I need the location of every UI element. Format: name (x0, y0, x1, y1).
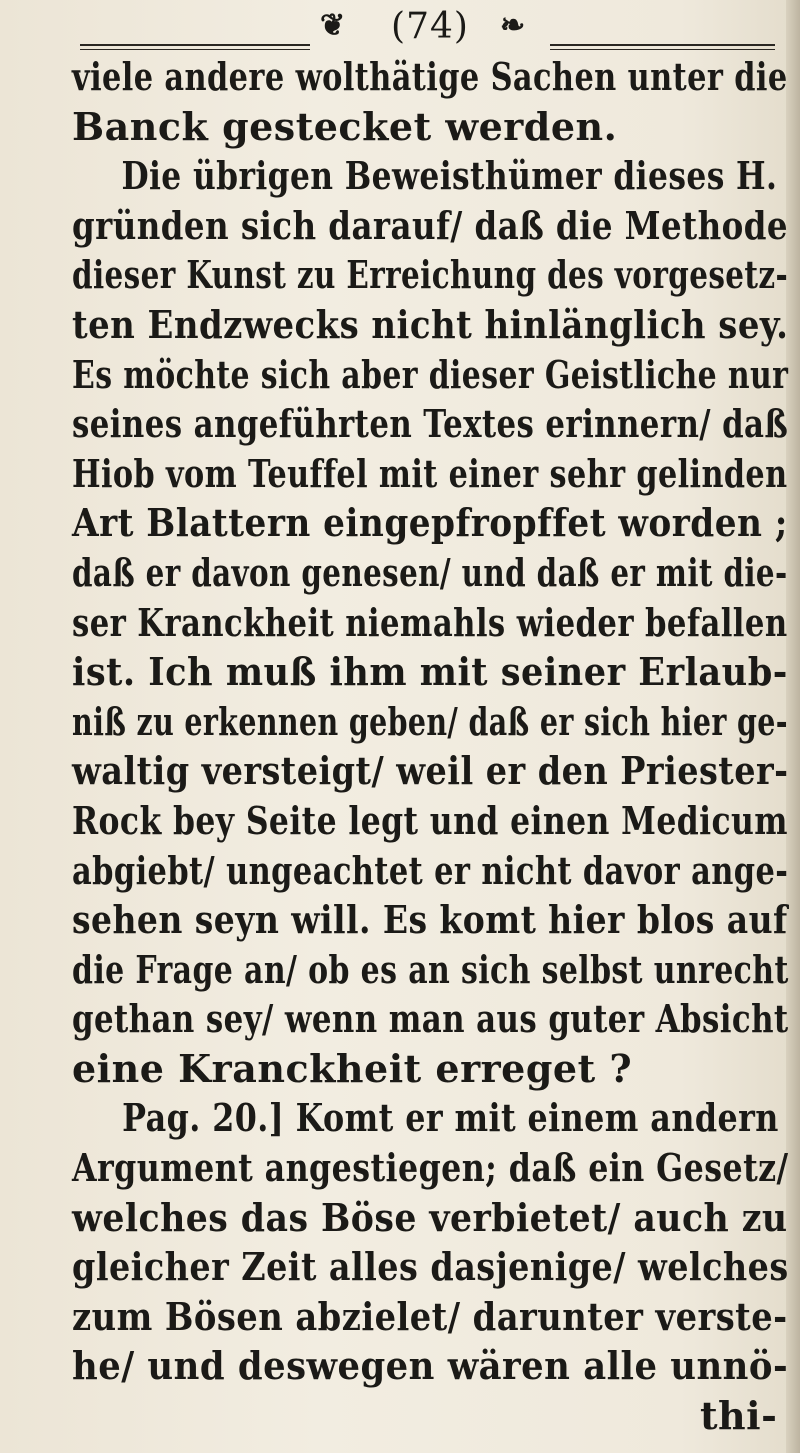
text-line: dieser Kunst zu Erreichung des vorgesetz- (72, 252, 789, 298)
text-line: Pag. 20.] Komt er mit einem andern (122, 1095, 779, 1141)
text-line: seines angeführten Textes erinnern/ daß (72, 401, 789, 447)
page-edge (786, 0, 800, 1453)
text-line: welches das Böse verbietet/ auch zu (72, 1194, 788, 1240)
text-line: Rock bey Seite legt und einen Medicum (72, 797, 788, 843)
text-line: niß zu erkennen geben/ daß er sich hier ge- (72, 698, 788, 744)
text-line: Argument angestiegen; daß ein Gesetz/ (72, 1145, 789, 1191)
header-ornament-left-icon: ❦ (320, 8, 346, 43)
header-rule-left (80, 44, 310, 50)
text-line: daß er davon genesen/ und daß er mit die- (72, 549, 788, 595)
text-line: sehen seyn will. Es komt hier blos auf (72, 897, 788, 943)
text-line: Die übrigen Beweisthümer dieses H. (121, 153, 778, 199)
text-line: he/ und deswegen wären alle unnö- (72, 1343, 789, 1389)
text-line: ist. Ich muß ihm mit seiner Erlaub- (72, 649, 788, 695)
text-line: abgiebt/ ungeachtet er nicht davor ange- (72, 847, 789, 893)
running-header (80, 6, 780, 50)
text-line: gethan sey/ wenn man aus guter Absicht (72, 996, 789, 1042)
catchword: thi- (700, 1393, 778, 1439)
text-line: Art Blattern eingepfropffet worden ; (72, 500, 788, 546)
header-ornament-right-icon: ❧ (500, 8, 526, 43)
text-line: waltig versteigt/ weil er den Priester- (72, 748, 789, 794)
text-line: Banck gestecket werden. (72, 103, 618, 149)
text-body (72, 52, 788, 1441)
text-line: zum Bösen abzielet/ darunter verste- (72, 1293, 788, 1339)
text-line: ten Endzwecks nicht hinlänglich sey. (72, 301, 789, 347)
header-rule-right (550, 44, 775, 50)
text-line: gründen sich darauf/ daß die Methode (72, 202, 788, 248)
text-line: gleicher Zeit alles dasjenige/ welches (72, 1244, 789, 1290)
text-line: viele andere wolthätige Sachen unter die (72, 54, 788, 99)
text-line: die Frage an/ ob es an sich selbst unrecht (72, 946, 789, 992)
text-line: Hiob vom Teuffel mit einer sehr gelinden (72, 450, 788, 496)
text-line: ser Kranckheit niemahls wieder befallen (72, 599, 788, 645)
page-number: (74) (391, 6, 469, 47)
text-line: Es möchte sich aber dieser Geistliche nur (72, 351, 789, 397)
text-line: eine Kranckheit erreget ? (72, 1045, 633, 1091)
